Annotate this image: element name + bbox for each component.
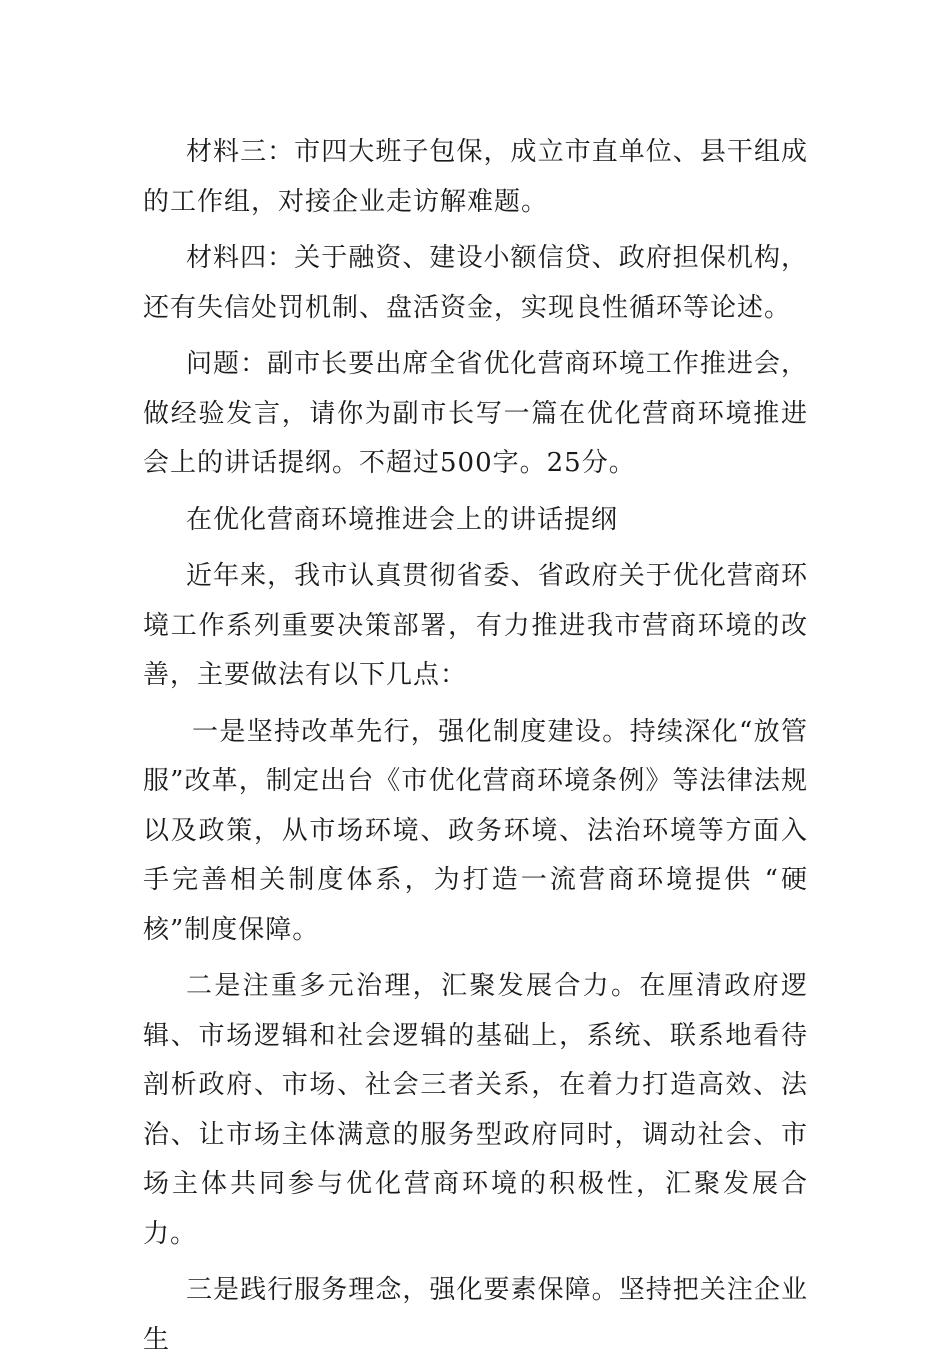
paragraph-material-four: 材料四：关于融资、建设小额信贷、政府担保机构，还有失信处罚机制、盘活资金，实现良性循环等论述。 [143,243,808,323]
paragraph-intro: 近年来，我市认真贯彻省委、省政府关于优化营商环境工作系列重要决策部署，有力推进我市营商环境的改善，主要做法有以下几点： [143,561,808,690]
paragraph-point-two: 二是注重多元治理，汇聚发展合力。在厘清政府逻辑、市场逻辑和社会逻辑的基础上，系统、联系地看待剖析政府、市场、社会三者关系，在着力打造高效、法治、让市场主体满意的服务型政府同时，调动社会、市场主体共同参与优化营商环境的积极性，汇聚发展合力。 [143,971,808,1249]
speech-outline-title: 在优化营商环境推进会上的讲话提纲 [186,504,619,535]
paragraph-point-one: 一是坚持改革先行，强化制度建设。持续深化“放管服”改革，制定出台《市优化营商环境条例》等法律法规以及政策，从市场环境、政务环境、法治环境等方面入手完善相关制度体系，为打造一流营商环境提供 “硬核”制度保障。 [143,716,808,945]
paragraph-material-three: 材料三：市四大班子包保，成立市直单位、县干组成的工作组，对接企业走访解难题。 [143,137,808,217]
document-body [143,128,808,1365]
paragraph-question: 问题：副市长要出席全省优化营商环境工作推进会，做经验发言，请你为副市长写一篇在优化营商环境推进会上的讲话提纲。不超过500字。25分。 [143,349,808,478]
paragraph-point-three: 三是践行服务理念，强化要素保障。坚持把关注企业生 [143,1275,808,1355]
